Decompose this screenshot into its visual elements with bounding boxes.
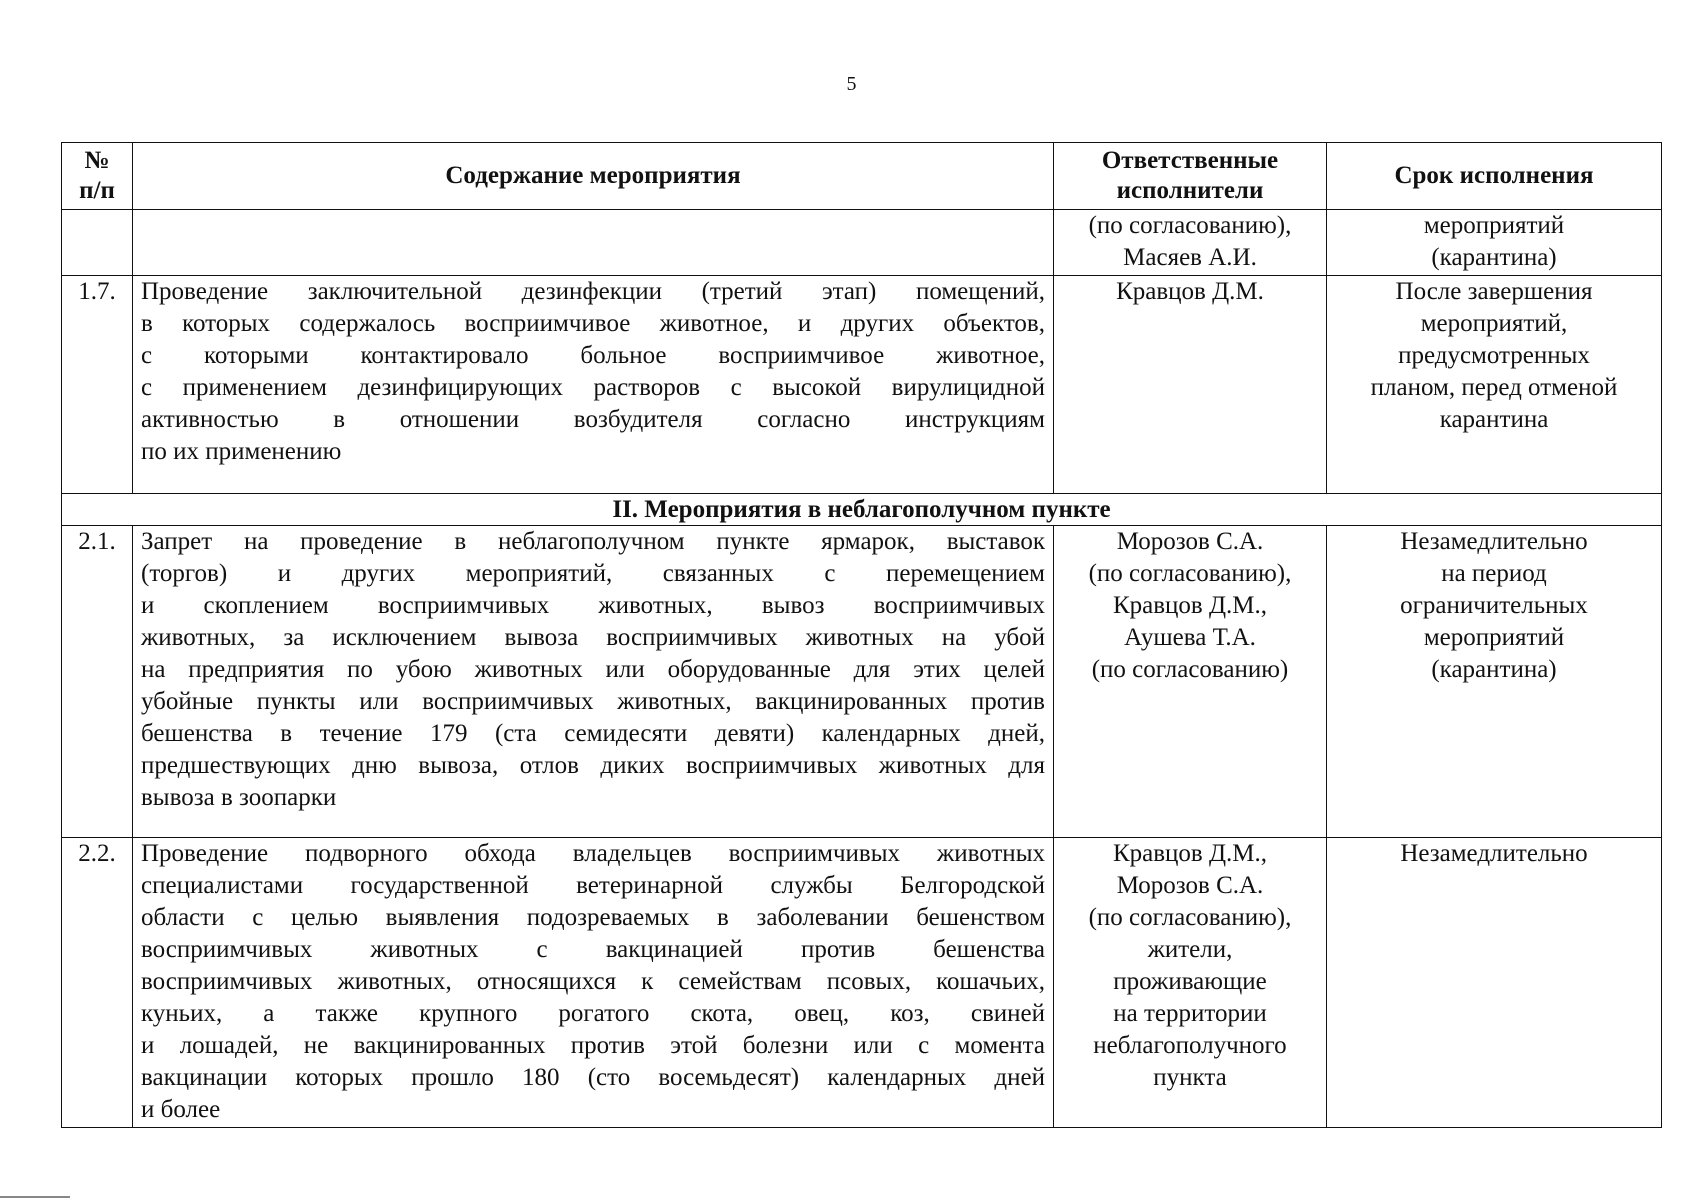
responsible-line: Масяев А.И. (1123, 244, 1257, 271)
term-line: (карантина) (1431, 244, 1557, 271)
header-responsible-line: Ответственные (1101, 147, 1279, 174)
header-term: Срок исполнения (1327, 143, 1662, 210)
content-line: Проведение подворного обхода владельцев восприимчивых животных (141, 840, 1045, 867)
content-line: вывоза в зоопарки (141, 784, 337, 811)
section-title: II. Мероприятия в неблагополучном пункте (62, 494, 1662, 526)
continuation-responsible (1054, 210, 1327, 276)
content-line: и лошадей, не вакцинированных против этой болезни или с момента (141, 1032, 1045, 1059)
row-number: 1.7. (62, 276, 133, 494)
content-line: восприимчивых животных, относящихся к семействам псовых, кошачьих, (141, 968, 1045, 995)
table-row (62, 526, 1662, 838)
content-line: и более (141, 1096, 221, 1123)
row-number: 2.2. (62, 838, 133, 1128)
term-line: Незамедлительно (1400, 528, 1588, 555)
term-line: (карантина) (1431, 656, 1557, 683)
row-responsible (1054, 526, 1327, 838)
term-line: мероприятий (1423, 624, 1565, 651)
header-number-line: № (84, 147, 110, 174)
row-responsible (1054, 838, 1327, 1128)
responsible-line: на территории (1113, 1000, 1267, 1027)
table-header-row (62, 143, 1662, 210)
responsible-line: (по согласованию) (1091, 656, 1289, 683)
term-line: ограничительных (1400, 592, 1588, 619)
responsible-line: неблагополучного (1093, 1032, 1287, 1059)
content-line: на предприятия по убою животных или оборудованные для этих целей (141, 656, 1045, 683)
responsible-line: пункта (1153, 1064, 1227, 1091)
term-line: мероприятий, (1420, 310, 1568, 337)
content-line: предшествующих дню вывоза, отлов диких восприимчивых животных для (141, 752, 1045, 779)
term-line: карантина (1439, 406, 1549, 433)
responsible-line: (по согласованию), (1088, 560, 1292, 587)
row-term (1327, 526, 1662, 838)
row-number: 2.1. (62, 526, 133, 838)
header-responsible (1054, 143, 1327, 210)
header-content: Содержание мероприятия (133, 143, 1054, 210)
table-row (62, 838, 1662, 1128)
continuation-number (62, 210, 133, 276)
content-line: восприимчивых животных с вакцинацией против бешенства (141, 936, 1045, 963)
content-line: в которых содержалось восприимчивое животное, и других объектов, (141, 310, 1045, 337)
responsible-line: Кравцов Д.М., (1112, 840, 1268, 867)
responsible-line: проживающие (1113, 968, 1267, 995)
section-title-row (62, 494, 1662, 526)
scan-edge-mark (0, 1196, 70, 1198)
term-line: планом, перед отменой (1370, 374, 1618, 401)
responsible-line: (по согласованию), (1088, 904, 1292, 931)
responsible-line: Морозов С.А. (1116, 872, 1264, 899)
responsible-line: Морозов С.А. (1116, 528, 1264, 555)
header-number (62, 143, 133, 210)
content-line: с применением дезинфицирующих растворов с высокой вирулицидной (141, 374, 1045, 401)
term-line: предусмотренных (1398, 342, 1590, 369)
content-line: области с целью выявления подозреваемых в заболевании бешенством (141, 904, 1045, 931)
content-line: убойные пункты или восприимчивых животных, вакцинированных против (141, 688, 1045, 715)
row-content (133, 838, 1054, 1128)
table-row (62, 276, 1662, 494)
row-responsible (1054, 276, 1327, 494)
measures-table (61, 142, 1662, 1128)
responsible-line: (по согласованию), (1088, 212, 1292, 239)
row-term (1327, 838, 1662, 1128)
content-line: Проведение заключительной дезинфекции (третий этап) помещений, (141, 278, 1045, 305)
responsible-line: Кравцов Д.М. (1116, 278, 1264, 305)
continuation-term (1327, 210, 1662, 276)
header-number-line: п/п (79, 177, 115, 204)
header-responsible-line: исполнители (1116, 177, 1264, 204)
content-line: животных, за исключением вывоза восприимчивых животных на убой (141, 624, 1045, 651)
row-content (133, 526, 1054, 838)
term-line: После завершения (1395, 278, 1593, 305)
content-line: активностью в отношении возбудителя согласно инструкциям (141, 406, 1045, 433)
content-line: куньих, а также крупного рогатого скота, овец, коз, свиней (141, 1000, 1045, 1027)
content-line: (торгов) и других мероприятий, связанных с перемещением (141, 560, 1045, 587)
responsible-line: жители, (1147, 936, 1233, 963)
term-line: мероприятий (1423, 212, 1565, 239)
term-line: на период (1441, 560, 1547, 587)
row-term (1327, 276, 1662, 494)
responsible-line: Кравцов Д.М., (1112, 592, 1268, 619)
content-line: и скоплением восприимчивых животных, вывоз восприимчивых (141, 592, 1045, 619)
content-line: специалистами государственной ветеринарной службы Белгородской (141, 872, 1045, 899)
continuation-row (62, 210, 1662, 276)
page-number: 5 (846, 73, 857, 95)
continuation-content (133, 210, 1054, 276)
row-content (133, 276, 1054, 494)
content-line: вакцинации которых прошло 180 (сто восемьдесят) календарных дней (141, 1064, 1045, 1091)
content-line: Запрет на проведение в неблагополучном пункте ярмарок, выставок (141, 528, 1045, 555)
responsible-line: Аушева Т.А. (1124, 624, 1256, 651)
content-line: бешенства в течение 179 (ста семидесяти девяти) календарных дней, (141, 720, 1045, 747)
term-line: Незамедлительно (1400, 840, 1588, 867)
content-line: по их применению (141, 438, 342, 465)
content-line: с которыми контактировало больное восприимчивое животное, (141, 342, 1045, 369)
